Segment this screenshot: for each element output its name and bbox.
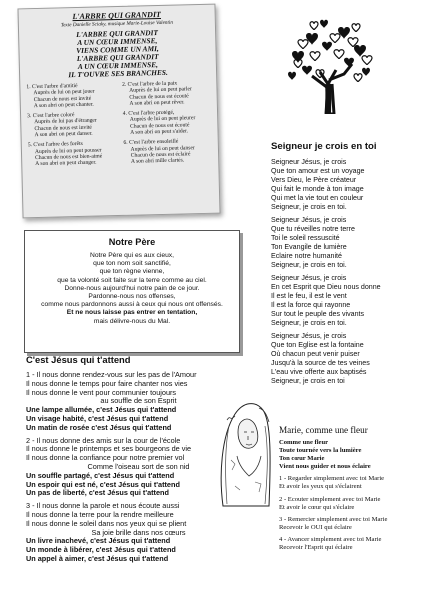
notre-pere-box xyxy=(24,230,240,353)
song-line: Sa joie brille dans nos cœurs xyxy=(91,527,186,537)
song-line: Seigneur, je crois en toi. xyxy=(271,319,347,327)
refrain-line: Vient nous guider et nous éclaire xyxy=(279,463,371,471)
verse-line: Auprès de lui on peut danser xyxy=(130,144,195,153)
refrain-line: Comme une fleur xyxy=(279,439,329,446)
song-line: 3 - Il nous donne la parole et nous écoute aussi xyxy=(26,501,180,511)
prayer-line: que ta volonté soit faite sur la terre comme au ciel. xyxy=(57,276,207,284)
song-line: 4 - Avancer simplement avec toi Marie xyxy=(279,535,382,543)
song-line: Il est la force qui rayonne xyxy=(271,301,351,309)
verse-line: A son abri on peut rêver. xyxy=(129,99,185,107)
song-line: En cet Esprit que Dieu nous donne xyxy=(271,283,381,291)
song-line: Recevoir l'Esprit qui éclaire xyxy=(279,544,353,552)
jesus-stanza xyxy=(26,502,251,564)
verse-line: 6. C'est l'arbre ensoleillé xyxy=(123,138,179,147)
seigneur-title: Seigneur je crois en toi xyxy=(271,141,377,152)
verse-line: 4. C'est l'arbre protégé, xyxy=(122,109,175,118)
verse-line: Chacun de nous est écouté xyxy=(129,92,189,101)
song-line: Un monde à libérer, c'est Jésus qui t'attend xyxy=(26,545,176,555)
verse-line: A son abri on peut s'aider. xyxy=(130,128,189,136)
arbre-verse xyxy=(123,138,212,165)
verse-line: Auprès de lui pas d'étranger xyxy=(34,118,97,126)
arbre-verse xyxy=(122,80,211,107)
song-line: Il nous donne le vent pour communier toujours xyxy=(26,387,177,397)
arbre-refrain xyxy=(25,28,210,80)
refrain-line: A UN CŒUR IMMENSE, xyxy=(77,60,159,71)
song-line: Il nous donne la confiance pour notre premier vol xyxy=(26,453,185,463)
heart-tree-illustration xyxy=(282,14,378,114)
seigneur-song xyxy=(271,141,423,390)
song-line: Et avoir le cœur qui s'éclaire xyxy=(279,503,355,511)
song-line: Un appel à aimer, c'est Jésus qui t'attend xyxy=(26,553,169,563)
verse-line: Auprès de lui on peut pousser xyxy=(34,147,102,155)
song-line: Eclaire notre humanité xyxy=(271,252,342,260)
song-line: Un pas de liberté, c'est Jésus qui t'attend xyxy=(26,488,169,498)
marie-illustration xyxy=(215,396,273,508)
song-line: Seigneur Jésus, je crois xyxy=(271,274,347,282)
verse-line: Auprès de lui on peut jouer xyxy=(33,88,95,97)
verse-line: Auprès de lui on peut parler xyxy=(129,86,192,95)
marie-stanza xyxy=(279,536,423,552)
refrain-line: L'ARBRE QUI GRANDIT xyxy=(76,28,159,40)
song-line: Jusqu'à la source de tes veines xyxy=(271,359,370,367)
prayer-line: Pardonne-nous nos offenses, xyxy=(88,293,176,301)
seigneur-stanza xyxy=(271,332,423,386)
verse-line: Chacun de nous est invité xyxy=(33,95,92,103)
refrain-line: A UN CŒUR IMMENSE, xyxy=(77,36,158,47)
song-line: Ton Evangile de lumière xyxy=(271,243,347,251)
verse-line: Chacun de nous est invité xyxy=(34,124,92,132)
song-line: Une lampe allumée, c'est Jésus qui t'attend xyxy=(26,405,177,415)
prayer-line: que ton nom soit sanctifié, xyxy=(93,260,171,268)
marie-refrain xyxy=(279,439,423,471)
song-line: L'eau vive offerte aux baptisés xyxy=(271,368,367,376)
prayer-line: mais délivre-nous du Mal. xyxy=(93,317,171,325)
arbre-verses-right xyxy=(122,80,212,170)
arbre-verse xyxy=(26,82,115,109)
verse-line: A son abri on peut danser. xyxy=(34,130,93,139)
refrain-line: Ton cœur Marie xyxy=(279,455,325,463)
notre-pere-title: Notre Père xyxy=(108,237,156,247)
arbre-title: L'ARBRE QUI GRANDIT xyxy=(72,9,161,22)
prayer-line: Donne-nous aujourd'hui notre pain de ce jour. xyxy=(64,284,200,292)
verse-line: A son abri on peut chanter. xyxy=(33,101,94,109)
song-line: Qui met la vie tout en couleur xyxy=(271,194,364,202)
song-line: Seigneur, je crois en toi. xyxy=(271,203,347,211)
song-line: Seigneur Jésus, je crois xyxy=(271,332,347,340)
verse-line: Auprès de lui on peut pleurer xyxy=(129,115,196,124)
verse-line: A son abri on peut changer. xyxy=(35,159,97,168)
prayer-line: Et ne nous laisse pas entrer en tentation, xyxy=(66,309,198,317)
song-line: Vers Dieu, le Père créateur xyxy=(271,176,357,184)
song-line: Qui fait le monde à ton image xyxy=(271,185,364,193)
song-line: Et avoir les yeux qui s'éclairent xyxy=(279,483,362,491)
verse-line: 3. C'est l'arbre coloré xyxy=(27,112,75,120)
refrain-line: VIENS COMME UN AMI, xyxy=(76,44,159,56)
refrain-line: L'ARBRE QUI GRANDIT xyxy=(76,52,159,64)
verse-line: Chacun de nous est éclairé xyxy=(130,151,191,159)
prayer-line: que ton règne vienne, xyxy=(99,268,165,276)
prayer-line: Notre Père qui es aux cieux, xyxy=(89,252,174,259)
refrain-line: Toute tournée vers la lumière xyxy=(279,447,362,455)
verse-line: A son abri mille clartés. xyxy=(130,157,185,165)
verse-line: Chacun de nous est écouté xyxy=(129,122,190,130)
arbre-song-card xyxy=(17,4,220,219)
seigneur-stanza xyxy=(271,274,423,328)
song-line: Recevoir le OUI qui éclaire xyxy=(279,523,352,531)
song-line: Où chacun peut venir puiser xyxy=(271,350,360,358)
song-line: Un visage habité, c'est Jésus qui t'attend xyxy=(26,413,169,423)
song-line: Que tu réveilles notre terre xyxy=(271,225,355,233)
song-line: Seigneur, je crois en toi xyxy=(271,377,345,385)
song-line: au souffle de son Esprit xyxy=(100,396,177,406)
arbre-verses-left xyxy=(26,82,116,172)
arbre-verse xyxy=(123,109,212,136)
song-line: Un livre inachevé, c'est Jésus qui t'attend xyxy=(26,536,171,546)
song-line: 1 - Il nous donne rendez-vous sur les pas de l'Amour xyxy=(26,370,197,379)
song-line: Un matin de rosée c'est Jésus qui t'attend xyxy=(26,422,172,432)
prayer-line: comme nous pardonnons aussi à ceux qui nous ont offensés. xyxy=(41,301,223,309)
song-line: Que ton Eglise est la fontaine xyxy=(271,341,364,349)
song-line: Il nous donne la terre pour la rendre meilleure xyxy=(26,509,174,519)
marie-stanza xyxy=(279,516,423,532)
marie-stanza xyxy=(279,496,423,512)
song-line: Il nous donne le temps pour faire chanter nos vies xyxy=(26,378,188,388)
song-line: 2 - Il nous donne des amis sur la cour de l'école xyxy=(26,435,181,445)
refrain-line: IL T'OUVRE SES BRANCHES. xyxy=(68,67,168,80)
marie-stanza xyxy=(279,475,423,491)
verse-line: 2. C'est l'arbre de la paix xyxy=(121,80,178,88)
song-line: Il est le feu, il est le vent xyxy=(271,292,347,300)
marie-song xyxy=(279,425,423,552)
song-line: Que ton amour est un voyage xyxy=(271,167,365,175)
seigneur-stanza xyxy=(271,158,423,212)
song-line: Sur tout le peuple des vivants xyxy=(271,310,365,318)
song-line: Toi le soleil ressuscité xyxy=(271,234,340,242)
song-line: Seigneur Jésus, je crois xyxy=(271,158,347,166)
song-line: Comme l'oiseau sort de son nid xyxy=(87,461,190,471)
arbre-credits: Texte Danielle Sciaky, musique Marie-Louise Valentin xyxy=(60,19,174,29)
song-line: Un souffle partagé, c'est Jésus qui t'attend xyxy=(26,470,175,480)
verse-line: Chacun de nous est bien-aimé xyxy=(35,153,103,162)
verse-line: 5. C'est l'arbre des forêts xyxy=(27,141,83,149)
song-line: Il nous donne le printemps et ses bourgeons de vie xyxy=(26,444,192,454)
song-line: Seigneur, je crois en toi. xyxy=(271,261,347,269)
song-line: 2 - Ecouter simplement avec toi Marie xyxy=(279,495,381,503)
marie-title: Marie, comme une fleur xyxy=(279,425,368,435)
song-line: Un espoir qui est né, c'est Jésus qui t'attend xyxy=(26,479,180,489)
song-line: 3 - Remercier simplement avec toi Marie xyxy=(279,515,388,523)
verse-line: 1. C'est l'arbre d'amitié xyxy=(26,83,78,91)
song-line: 1 - Regarder simplement avec toi Marie xyxy=(279,475,385,483)
arbre-verse xyxy=(27,111,116,138)
song-line: Seigneur Jésus, je crois xyxy=(271,216,347,224)
seigneur-stanza xyxy=(271,216,423,270)
song-line: Il nous donne le soleil dans nos yeux qui se plient xyxy=(26,518,187,528)
arbre-verse xyxy=(28,140,117,167)
jesus-title: C'est Jésus qui t'attend xyxy=(26,354,131,365)
